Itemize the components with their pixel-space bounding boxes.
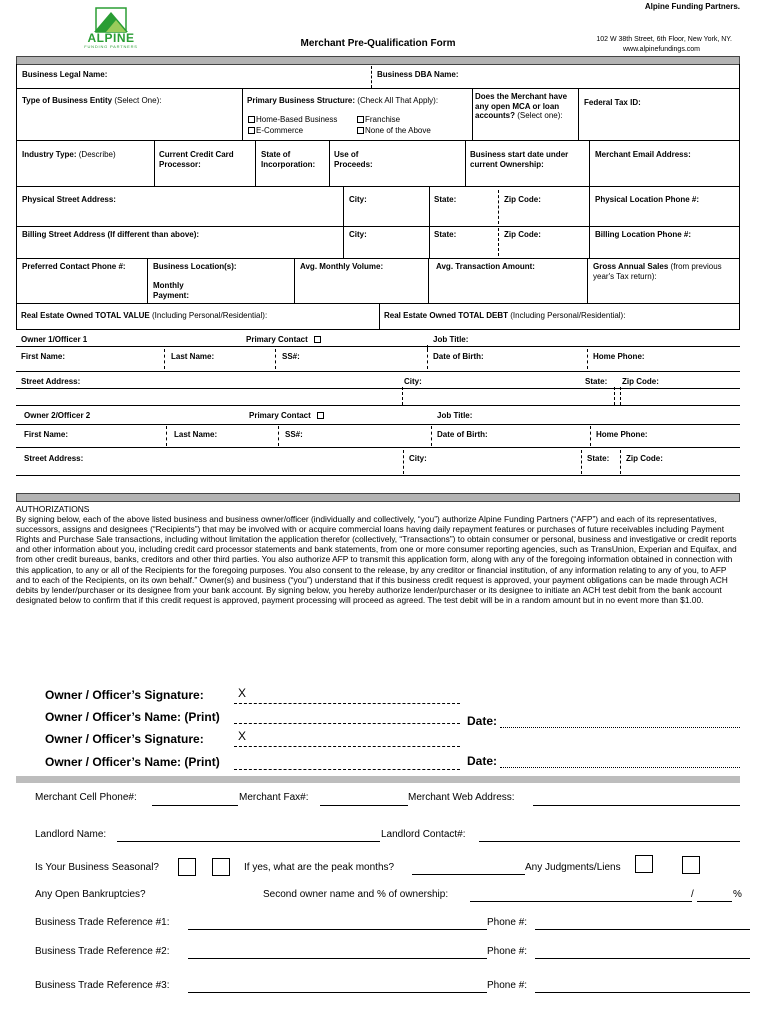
web-address-line[interactable] <box>533 805 740 806</box>
row-divider <box>343 226 344 258</box>
billing-zip-label: Zip Code: <box>504 230 541 239</box>
second-owner-percent-line[interactable] <box>697 901 732 902</box>
physical-city-label: City: <box>349 195 367 204</box>
franchise-option[interactable]: Franchise <box>357 115 400 125</box>
state-incorporation-label: State of Incorporation: <box>261 150 316 169</box>
row-divider <box>403 450 404 474</box>
row-divider <box>402 387 403 405</box>
row-divider <box>620 387 621 405</box>
table-border-right <box>739 64 740 330</box>
owner2-primary-checkbox[interactable] <box>317 412 324 419</box>
business-dba-name-label: Business DBA Name: <box>377 70 459 79</box>
business-locations-label: Business Location(s): <box>153 262 237 271</box>
date-line-1[interactable] <box>500 727 740 728</box>
ecommerce-option[interactable]: E-Commerce <box>248 126 303 136</box>
print-name-label-2: Owner / Officer’s Name: (Print) <box>45 755 220 769</box>
owner2-zip-label: Zip Code: <box>626 454 663 463</box>
owner1-heading: Owner 1/Officer 1 <box>21 335 88 344</box>
owner2-state-label: State: <box>587 454 610 463</box>
authorizations-text <box>16 504 738 605</box>
owner1-zip-label: Zip Code: <box>622 377 659 386</box>
billing-address-label: Billing Street Address (If different than above): <box>22 230 200 239</box>
trade-ref-1-phone-line[interactable] <box>535 929 750 930</box>
row-divider <box>472 88 473 140</box>
row-line <box>16 329 740 330</box>
seasonal-no-checkbox[interactable] <box>212 858 230 876</box>
trade-ref-3-line[interactable] <box>188 992 487 993</box>
row-line <box>16 346 740 347</box>
row-divider <box>620 450 621 474</box>
row-line <box>16 140 740 141</box>
owner1-primary-contact[interactable]: Primary Contact <box>246 335 322 345</box>
company-website: www.alpinefundings.com <box>622 46 700 53</box>
ecommerce-checkbox[interactable] <box>248 127 255 134</box>
fax-line[interactable] <box>320 805 408 806</box>
row-line <box>16 371 740 372</box>
billing-city-label: City: <box>349 230 367 239</box>
use-of-proceeds-label: Use of Proceeds: <box>334 150 373 169</box>
second-owner-name-line[interactable] <box>470 901 692 902</box>
cell-phone-label: Merchant Cell Phone#: <box>35 792 137 803</box>
signature-label-2: Owner / Officer’s Signature: <box>45 732 204 746</box>
row-divider <box>164 349 165 369</box>
cc-processor-label: Current Credit Card Processor: <box>159 150 234 169</box>
landlord-contact-line[interactable] <box>479 841 740 842</box>
row-line <box>16 447 740 448</box>
business-legal-name-label: Business Legal Name: <box>22 70 108 79</box>
owner1-ss-label: SS#: <box>282 352 300 361</box>
trade-ref-1-line[interactable] <box>188 929 487 930</box>
start-date-label: Business start date under current Ownership: <box>470 150 569 169</box>
date-label-1: Date: <box>467 714 498 728</box>
peak-months-label: If yes, what are the peak months? <box>244 862 395 873</box>
entity-type-label: Type of Business Entity (Select One): <box>22 96 162 105</box>
row-divider <box>147 258 148 303</box>
trade-ref-1-label: Business Trade Reference #1: <box>35 917 170 928</box>
row-line <box>16 405 740 406</box>
print-name-line-1[interactable] <box>234 723 460 724</box>
cell-phone-line[interactable] <box>152 805 238 806</box>
re-debt-label: Real Estate Owned TOTAL DEBT (Including Personal/Residential): <box>384 311 626 320</box>
none-above-checkbox[interactable] <box>357 127 364 134</box>
owner1-last-name-label: Last Name: <box>171 352 215 361</box>
preferred-phone-label: Preferred Contact Phone #: <box>22 262 126 271</box>
owner1-city-label: City: <box>404 377 422 386</box>
second-owner-label: Second owner name and % of ownership: <box>263 889 449 900</box>
percent-sign: % <box>733 889 742 900</box>
row-divider <box>329 140 330 186</box>
row-line <box>16 88 740 89</box>
owner2-dob-label: Date of Birth: <box>437 430 488 439</box>
row-divider <box>154 140 155 186</box>
row-divider <box>242 88 243 140</box>
header-bar <box>16 56 740 65</box>
row-divider <box>371 66 372 88</box>
home-based-option[interactable]: Home-Based Business <box>248 115 337 125</box>
re-value-label: Real Estate Owned TOTAL VALUE (Including Personal/Residential): <box>21 311 268 320</box>
owner2-city-label: City: <box>409 454 427 463</box>
business-structure-label: Primary Business Structure: (Check All That Apply): <box>247 96 439 105</box>
owner1-dob-label: Date of Birth: <box>433 352 484 361</box>
owner2-job-title-label: Job Title: <box>437 411 473 420</box>
owner1-state-label: State: <box>585 377 608 386</box>
peak-months-line[interactable] <box>412 874 525 875</box>
print-name-line-2[interactable] <box>234 769 460 770</box>
trade-ref-2-label: Business Trade Reference #2: <box>35 946 170 957</box>
industry-type-label: Industry Type: (Describe) <box>22 150 116 159</box>
row-divider <box>255 140 256 186</box>
form-title: Merchant Pre-Qualification Form <box>300 38 456 49</box>
row-line <box>16 424 740 425</box>
owner2-last-name-label: Last Name: <box>174 430 218 439</box>
row-divider <box>589 186 590 226</box>
row-divider <box>590 426 591 446</box>
signature-x-2: X <box>238 729 247 743</box>
bankruptcies-label: Any Open Bankruptcies? <box>35 889 146 900</box>
row-line <box>16 226 740 227</box>
owner1-street-label: Street Address: <box>21 377 81 386</box>
row-divider <box>498 190 499 224</box>
authorizations-body: By signing below, each of the above listed business and business owner/officer (individually and collectively, “you”) authorize Alpine Funding Partners (“AFP”) and each of its representatives, successors, assigns and designees (“Recipients”) that may be involved with or acquire commercial loans having daily repayment features or purchases of future receivables including Payment Rights and Purchase Sale transactions, including without limitation the application therefor (collectively, “Transactions”) to obtain consumer or personal, business and investigative or credit reports and other information about you, including credit card processor statements and bank statements, from one or more consumer reporting agencies, such as TransUnion, Experian and Equifax, and from other credit bureaus, banks, creditors and other third parties. You also authorize AFP to transmit this application form, along with any of the foregoing information obtained in connection with this application, to any or all of the Recipients for the foregoing purposes. You also consent to the release, by any creditor or financial institution, of any information relating to any of you, to AFP and to each of the Recipients, on its own behalf.” Owner(s) and business (“you”) understand that if this business credit request is approved, your payment obligations can be made through ACH debits by lender/purchaser or its designee from your bank account. By signing below, you hereby authorize lender/purchaser or its designee to initiate an ACH test debit from the bank account designated below to confirm that if this credit request is approved, payment processing will proceed as agreed. The test debit will be in a random amount but in no event more than $1.00. <box>16 514 737 605</box>
section-separator <box>16 776 740 783</box>
trade-ref-3-phone-line[interactable] <box>535 992 750 993</box>
merchant-email-label: Merchant Email Address: <box>595 150 691 159</box>
landlord-name-label: Landlord Name: <box>35 829 107 840</box>
table-border-left <box>16 64 17 330</box>
landlord-contact-label: Landlord Contact#: <box>381 829 466 840</box>
owner2-street-label: Street Address: <box>24 454 84 463</box>
row-divider <box>587 258 588 303</box>
row-divider <box>429 186 430 226</box>
federal-tax-id-label: Federal Tax ID: <box>584 98 641 107</box>
physical-phone-label: Physical Location Phone #: <box>595 195 700 204</box>
logo-subtext: FUNDING PARTNERS <box>84 44 138 49</box>
row-divider <box>166 426 167 446</box>
row-divider <box>427 349 428 369</box>
row-divider <box>428 258 429 303</box>
row-line <box>16 303 740 304</box>
owner2-ss-label: SS#: <box>285 430 303 439</box>
row-divider <box>431 426 432 446</box>
signature-line-2[interactable] <box>234 746 460 747</box>
row-divider <box>589 140 590 186</box>
mca-question: Does the Merchant have any open MCA or loan accounts? (Select one): <box>475 92 568 120</box>
signature-label-1: Owner / Officer’s Signature: <box>45 688 204 702</box>
row-divider <box>294 258 295 303</box>
judgments-label: Any Judgments/Liens <box>525 862 621 873</box>
avg-transaction-label: Avg. Transaction Amount: <box>436 262 535 271</box>
print-name-label-1: Owner / Officer’s Name: (Print) <box>45 710 220 724</box>
home-based-checkbox[interactable] <box>248 116 255 123</box>
row-line <box>16 258 740 259</box>
row-divider <box>587 349 588 369</box>
row-divider <box>589 226 590 258</box>
billing-state-label: State: <box>434 230 457 239</box>
logo-text: ALPINE <box>87 31 135 45</box>
owner2-heading: Owner 2/Officer 2 <box>24 411 91 420</box>
none-above-option[interactable]: None of the Above <box>357 126 431 136</box>
trade-ref-2-line[interactable] <box>188 958 487 959</box>
judgments-no-checkbox[interactable] <box>682 856 700 874</box>
row-divider <box>465 140 466 186</box>
gross-sales-label: Gross Annual Sales (from previous year's Tax return): <box>593 262 722 281</box>
physical-zip-label: Zip Code: <box>504 195 541 204</box>
row-line <box>16 388 740 389</box>
trade-ref-3-phone-label: Phone #: <box>487 980 528 991</box>
row-divider <box>343 186 344 226</box>
franchise-checkbox[interactable] <box>357 116 364 123</box>
row-divider <box>581 450 582 474</box>
date-label-2: Date: <box>467 754 498 768</box>
judgments-yes-checkbox[interactable] <box>635 855 653 873</box>
web-address-label: Merchant Web Address: <box>408 792 515 803</box>
owner1-home-phone-label: Home Phone: <box>593 352 645 361</box>
owner1-primary-checkbox[interactable] <box>314 336 321 343</box>
owner2-home-phone-label: Home Phone: <box>596 430 648 439</box>
row-divider <box>614 387 615 405</box>
seasonal-yes-checkbox[interactable] <box>178 858 196 876</box>
row-divider <box>379 303 380 330</box>
fax-label: Merchant Fax#: <box>239 792 309 803</box>
physical-address-label: Physical Street Address: <box>22 195 116 204</box>
billing-phone-label: Billing Location Phone #: <box>595 230 691 239</box>
auth-bar <box>16 493 740 502</box>
company-name: Alpine Funding Partners. <box>644 2 740 11</box>
row-divider <box>498 228 499 256</box>
avg-monthly-volume-label: Avg. Monthly Volume: <box>300 262 384 271</box>
owner2-first-name-label: First Name: <box>24 430 69 439</box>
company-address: 102 W 38th Street, 6th Floor, New York, NY. <box>596 36 732 43</box>
owner1-job-title-label: Job Title: <box>433 335 469 344</box>
owner2-primary-contact[interactable]: Primary Contact <box>249 411 325 421</box>
monthly-payment-label: Monthly Payment: <box>153 281 190 300</box>
trade-ref-3-label: Business Trade Reference #3: <box>35 980 170 991</box>
row-line <box>16 186 740 187</box>
signature-x-1: X <box>238 686 247 700</box>
trade-ref-2-phone-line[interactable] <box>535 958 750 959</box>
row-divider <box>429 226 430 258</box>
row-divider <box>275 349 276 369</box>
row-line <box>16 475 740 476</box>
row-divider <box>278 426 279 446</box>
landlord-name-line[interactable] <box>117 841 380 842</box>
authorizations-title: AUTHORIZATIONS <box>16 504 90 514</box>
date-line-2[interactable] <box>500 767 740 768</box>
seasonal-label: Is Your Business Seasonal? <box>35 862 159 873</box>
trade-ref-1-phone-label: Phone #: <box>487 917 528 928</box>
trade-ref-2-phone-label: Phone #: <box>487 946 528 957</box>
physical-state-label: State: <box>434 195 457 204</box>
slash-separator: / <box>691 889 694 900</box>
owner1-first-name-label: First Name: <box>21 352 66 361</box>
signature-line-1[interactable] <box>234 703 460 704</box>
